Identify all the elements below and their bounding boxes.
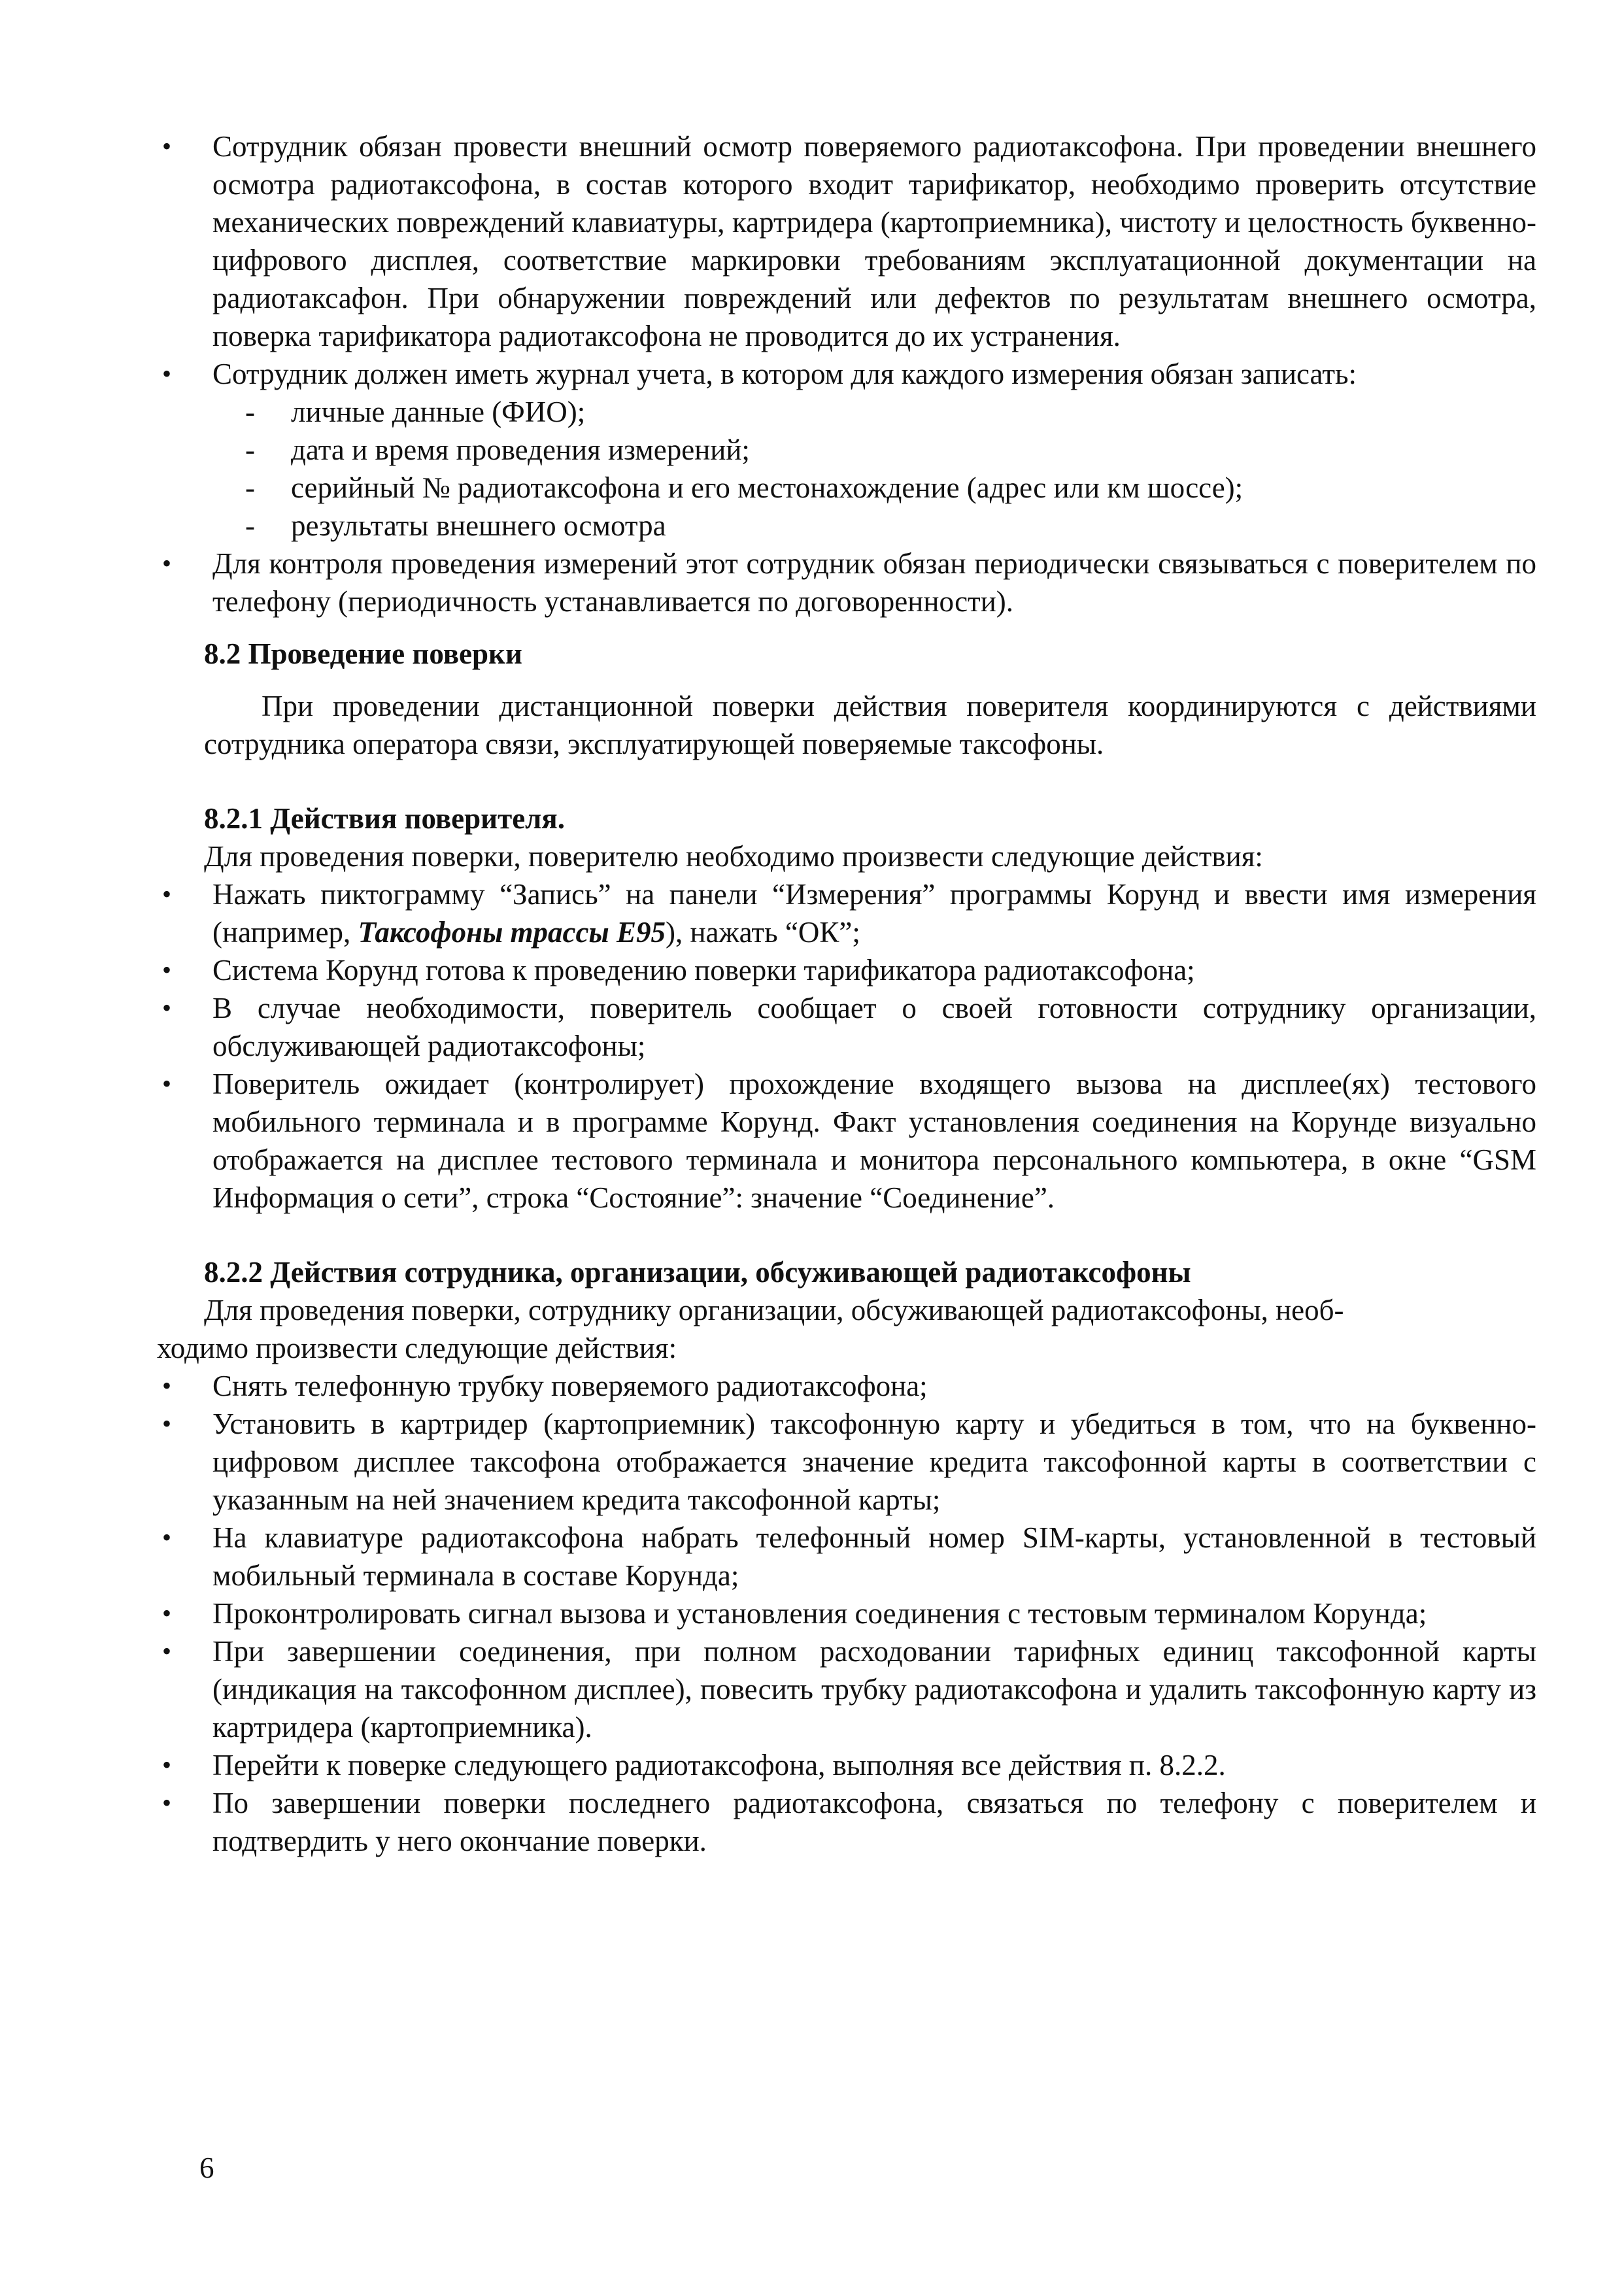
bullet-icon: • xyxy=(161,548,171,578)
journal-dash-list xyxy=(157,393,1536,545)
bullet-icon: • xyxy=(161,1523,171,1552)
list-item xyxy=(157,989,1536,1065)
list-item xyxy=(157,469,1536,507)
bullet-text: По завершении поверки последнего радиотаксофона, связаться по телефону с поверителем и подтвердить у него окончание поверки. xyxy=(212,1787,1536,1857)
bullet-icon: • xyxy=(161,1598,171,1628)
dash-text: серийный № радиотаксофона и его местонахождение (адрес или км шоссе); xyxy=(291,471,1243,504)
list-item xyxy=(157,507,1536,545)
staff-actions-list xyxy=(157,1367,1536,1860)
bullet-text: В случае необходимости, поверитель сообщает о своей готовности сотруднику организации, обслуживающей радиотаксофоны; xyxy=(212,992,1536,1062)
dash-icon: - xyxy=(245,433,255,466)
bullet-icon: • xyxy=(161,1409,171,1438)
bullet-icon: • xyxy=(161,955,171,985)
bullet-text: Снять телефонную трубку поверяемого радиотаксофона; xyxy=(212,1370,928,1402)
bullet-text: Установить в картридер (картоприемник) таксофонную карту и убедиться в том, что на буквенно-цифровом дисплее таксофона отображается значение кредита таксофонной карты в соответствии с указанным на ней значением кредита таксофонной карты; xyxy=(212,1408,1536,1516)
list-item xyxy=(157,355,1536,393)
list-item xyxy=(157,951,1536,989)
bullet-text: Сотрудник обязан провести внешний осмотр поверяемого радиотаксофона. При проведении внешнего осмотра радиотаксофона, в состав которого входит тарификатор, необходимо проверить отсутствие механических повреждений клавиатуры, картридера (картоприемника), чистоту и целостность буквенно-цифрового дисплея, соответствие маркировки требованиям эксплуатационной документации на радиотаксафон. При обнаружении повреждений или дефектов по результатам внешнего осмотра, поверка тарификатора радиотаксофона не проводится до их устранения. xyxy=(212,130,1536,352)
intro-bullet-list xyxy=(157,127,1536,393)
bullet-text xyxy=(212,878,1536,949)
bullet-icon: • xyxy=(161,359,171,388)
section-8-2-2-intro-line-2: ходимо произвести следующие действия: xyxy=(157,1332,677,1364)
list-item xyxy=(157,1784,1536,1860)
bullet-text: Поверитель ожидает (контролирует) прохождение входящего вызова на дисплее(ях) тестового мобильного терминала и в программе Корунд. Факт установления соединения на Корунде визуально отображается на дисплее тестового терминала и монитора персонального компьютера, в окне “GSM Информация о сети”, строка “Состояние”: значение “Соединение”. xyxy=(212,1068,1536,1214)
section-8-2-1-heading: 8.2.1 Действия поверителя. xyxy=(204,802,566,835)
section-8-2-paragraph: При проведении дистанционной поверки действия поверителя координируются с действиями сотрудника оператора связи, эксплуатирующей поверяемые таксофоны. xyxy=(204,690,1536,760)
bullet-icon: • xyxy=(161,131,171,161)
dash-icon: - xyxy=(245,509,255,542)
bullet-text-part: ), нажать “ОК”; xyxy=(665,916,860,949)
list-item xyxy=(157,1746,1536,1784)
dash-text: личные данные (ФИО); xyxy=(291,396,586,428)
list-item xyxy=(157,1405,1536,1519)
bullet-icon: • xyxy=(161,1788,171,1817)
bullet-icon: • xyxy=(161,1371,171,1400)
list-item xyxy=(157,875,1536,951)
control-bullet-list xyxy=(157,545,1536,620)
section-8-2-2-intro-line-1: Для проведения поверки, сотруднику организации, обсуживающей радиотаксофоны, необ- xyxy=(204,1294,1344,1326)
page-number: 6 xyxy=(199,2151,214,2184)
list-item xyxy=(157,1594,1536,1632)
document-page xyxy=(157,127,1536,1860)
list-item xyxy=(157,1367,1536,1405)
section-8-2-1-intro: Для проведения поверки, поверителю необходимо произвести следующие действия: xyxy=(204,840,1263,873)
bullet-text: Проконтролировать сигнал вызова и установления соединения с тестовым терминалом Корунда; xyxy=(212,1597,1427,1630)
list-item xyxy=(157,393,1536,431)
bullet-text: Для контроля проведения измерений этот сотрудник обязан периодически связываться с поверителем по телефону (периодичность устанавливается по договоренности). xyxy=(212,547,1536,618)
bullet-icon: • xyxy=(161,993,171,1022)
bullet-icon: • xyxy=(161,1069,171,1098)
bullet-text-part: Нажать пиктограмму “Запись” на панели “Измерения” программы Корунд и ввести имя измерения (например, xyxy=(212,878,1536,949)
section-8-2-heading: 8.2 Проведение поверки xyxy=(204,637,522,670)
list-item xyxy=(157,545,1536,620)
bullet-icon: • xyxy=(161,1636,171,1666)
list-item xyxy=(157,431,1536,469)
bullet-text: Сотрудник должен иметь журнал учета, в котором для каждого измерения обязан записать: xyxy=(212,358,1357,390)
bullet-text: При завершении соединения, при полном расходовании тарифных единиц таксофонной карты (индикация на таксофонном дисплее), повесить трубку радиотаксофона и удалить таксофонную карту из картридера (картоприемника). xyxy=(212,1635,1536,1744)
dash-icon: - xyxy=(245,396,255,428)
bullet-text: Перейти к поверке следующего радиотаксофона, выполняя все действия п. 8.2.2. xyxy=(212,1749,1226,1781)
list-item xyxy=(157,1065,1536,1217)
section-8-2-2-heading: 8.2.2 Действия сотрудника, организации, обсуживающей радиотаксофоны xyxy=(204,1256,1191,1289)
bullet-icon: • xyxy=(161,1750,171,1780)
dash-text: результаты внешнего осмотра xyxy=(291,509,666,542)
list-item xyxy=(157,127,1536,355)
dash-text: дата и время проведения измерений; xyxy=(291,433,750,466)
list-item xyxy=(157,1632,1536,1746)
bullet-icon: • xyxy=(161,879,171,909)
bullet-text: Система Корунд готова к проведению поверки тарификатора радиотаксофона; xyxy=(212,954,1195,987)
measurement-name-example: Таксофоны трассы Е95 xyxy=(358,916,666,949)
bullet-text: На клавиатуре радиотаксофона набрать телефонный номер SIM-карты, установленной в тестовый мобильный терминала в составе Корунда; xyxy=(212,1521,1536,1592)
list-item xyxy=(157,1519,1536,1594)
dash-icon: - xyxy=(245,471,255,504)
verifier-actions-list xyxy=(157,875,1536,1217)
